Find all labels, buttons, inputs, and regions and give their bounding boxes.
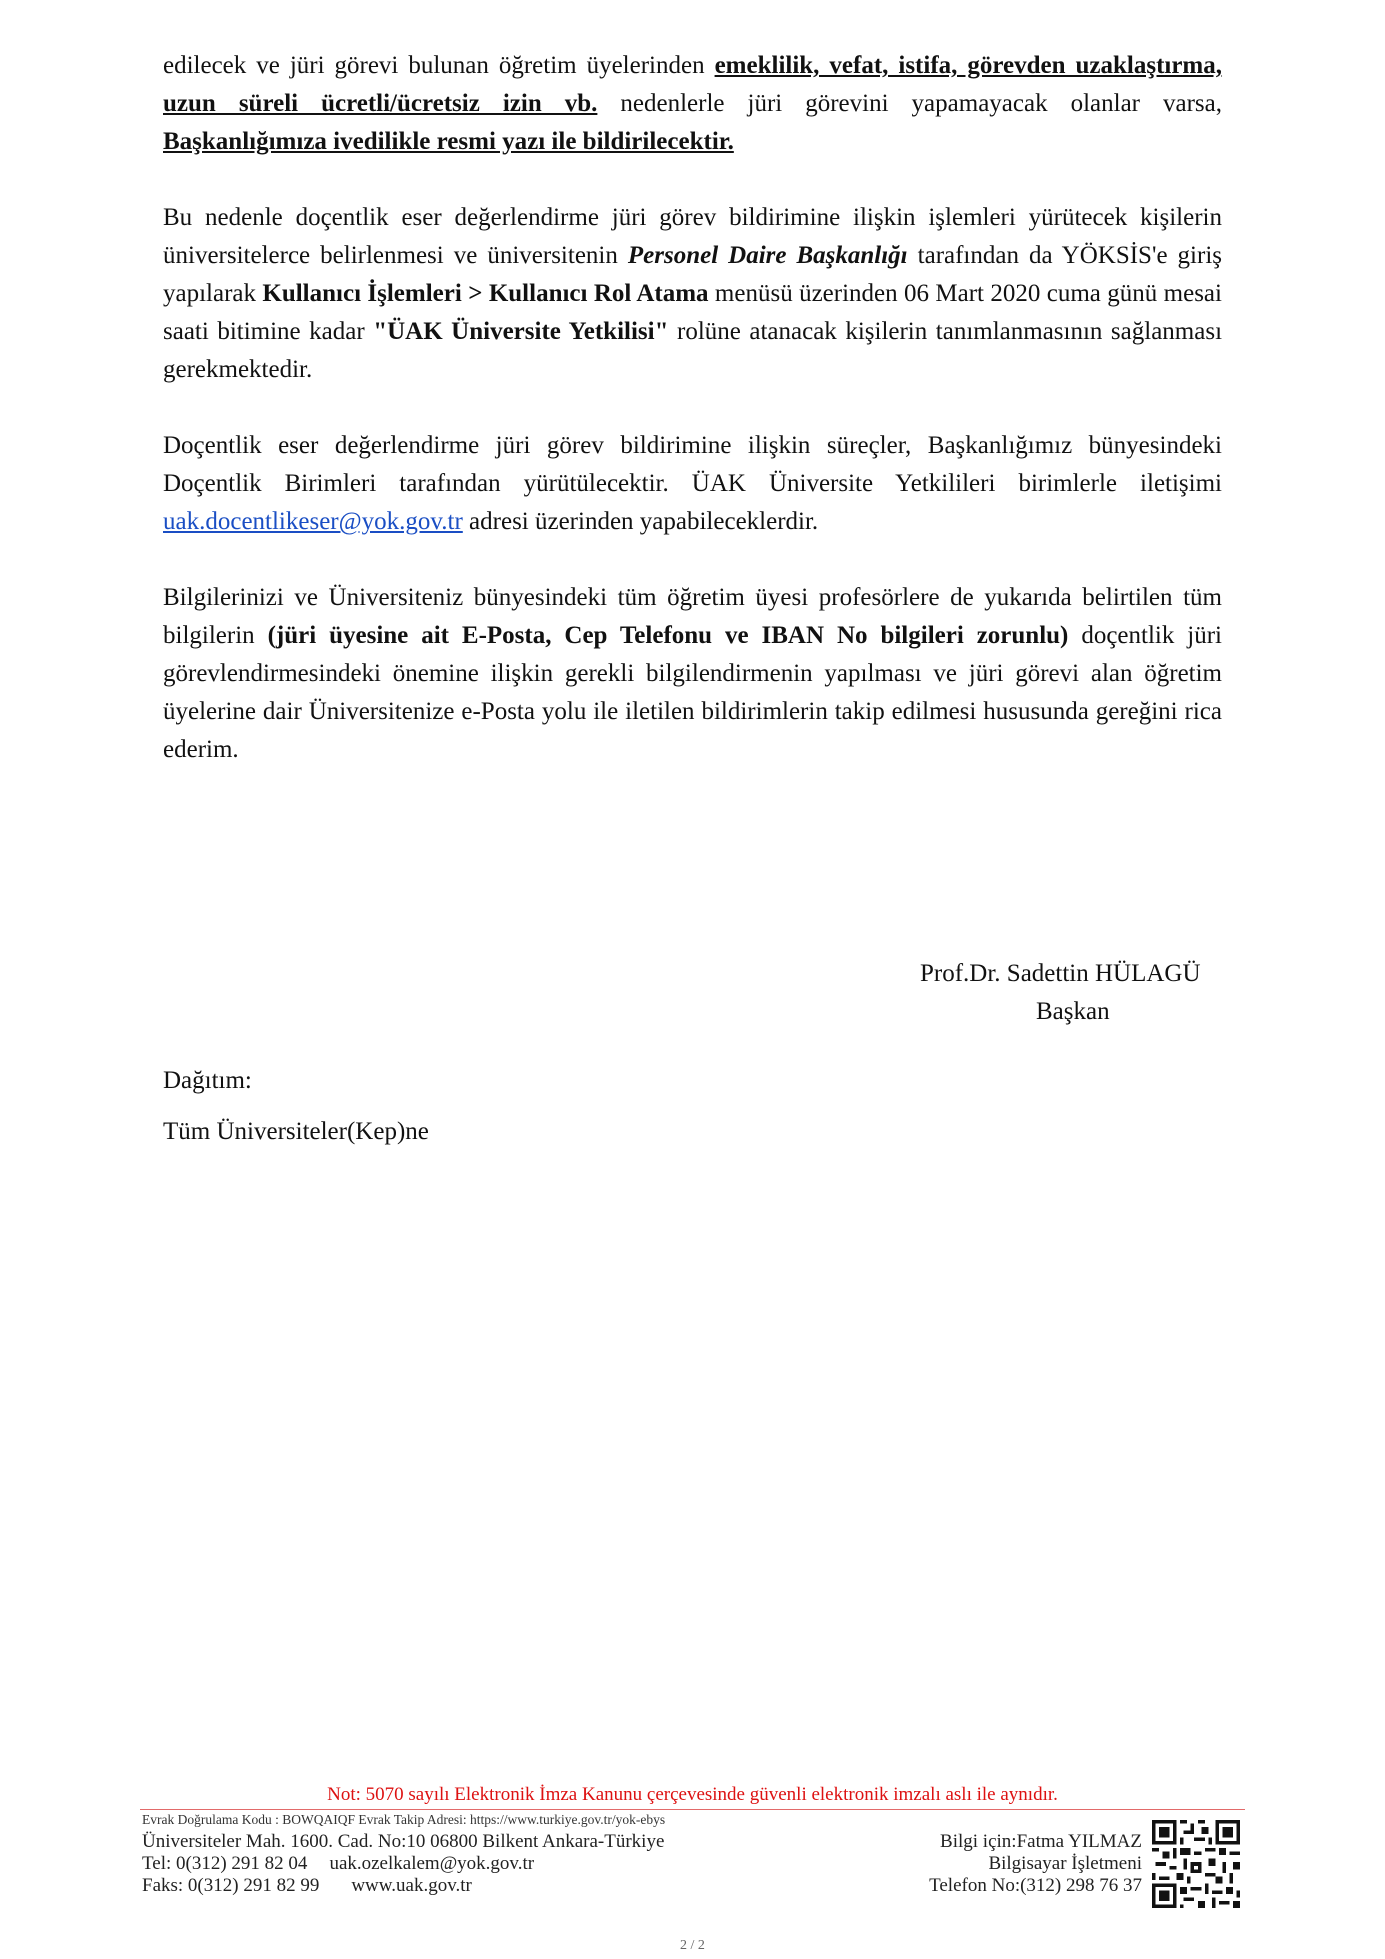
page-number: 2 / 2 — [680, 1938, 705, 1953]
p1-text-2: nedenlerle jüri görevini yapamayacak olanlar varsa, — [597, 90, 1222, 117]
p2-text-3: menüsü üzerinden 06 Mart 2020 cuma günü mesai saati bitimine kadar — [163, 280, 1222, 345]
p4-required-info: (jüri üyesine ait E-Posta, Cep Telefonu ve IBAN No bilgileri zorunlu) — [267, 622, 1069, 649]
letter-body — [163, 47, 1222, 807]
p2-personnel-dept: Personel Daire Başkanlığı — [627, 242, 908, 269]
p3-text: Doçentlik eser değerlendirme jüri görev bildirimine ilişkin süreçler, Başkanlığımız bünyesindeki Doçentlik Birimleri tarafından yürütülecektir. ÜAK Üniversite Yetkilileri birimlerle iletişimi — [163, 432, 1222, 497]
footer-web[interactable]: www.uak.gov.tr — [351, 1875, 472, 1896]
footer-address: Üniversiteler Mah. 1600. Cad. No:10 06800 Bilkent Ankara-Türkiye — [142, 1831, 665, 1852]
e-signature-note: Not: 5070 sayılı Elektronik İmza Kanunu çerçevesinde güvenli elektronik imzalı aslı ile aynıdır. — [327, 1784, 1058, 1805]
p2-menu-path: Kullanıcı İşlemleri > Kullanıcı Rol Atama — [262, 280, 709, 307]
footer-tel-row — [142, 1853, 534, 1875]
footer-phone: Telefon No:(312) 298 76 37 — [929, 1875, 1142, 1896]
paragraph-2 — [163, 199, 1222, 389]
p2-text: Bu nedenle doçentlik eser değerlendirme jüri görev bildirimine ilişkin işlemleri yürütecek kişilerin üniversitelerce belirlenmesi ve üniversitenin — [163, 204, 1222, 269]
footer-role: Bilgisayar İşletmeni — [988, 1853, 1142, 1874]
qr-code-icon — [1152, 1820, 1240, 1908]
footer-fax: Faks: 0(312) 291 82 99 — [142, 1875, 320, 1896]
p1-text: edilecek ve jüri görevi bulunan öğretim üyelerinden — [163, 52, 715, 79]
footer-info: Bilgi için:Fatma YILMAZ — [940, 1831, 1142, 1852]
p4-text-2: doçentlik jüri görevlendirmesindeki önemine ilişkin gerekli bilgilendirmenin yapılması ve jüri görevi alan öğretim üyelerine dair Üniversitenize e-Posta yolu ile iletilen bildirimlerin takip edilmesi hususunda gereğini rica ederim. — [163, 622, 1222, 763]
footer-divider — [140, 1809, 1245, 1810]
verification-code: Evrak Doğrulama Kodu : BOWQAIQF Evrak Takip Adresi: https://www.turkiye.gov.tr/yok-ebys — [142, 1812, 666, 1827]
signature-name: Prof.Dr. Sadettin HÜLAGÜ — [920, 960, 1201, 987]
p4-text: Bilgilerinizi ve Üniversiteniz bünyesindeki tüm öğretim üyesi profesörlere de yukarıda belirtilen tüm bilgilerin — [163, 584, 1222, 649]
email-link[interactable]: uak.docentlikeser@yok.gov.tr — [163, 508, 463, 535]
p1-emphasis-2: Başkanlığımıza ivedilikle resmi yazı ile bildirilecektir. — [163, 128, 734, 155]
signature-title: Başkan — [1036, 998, 1110, 1025]
footer-tel: Tel: 0(312) 291 82 04 — [142, 1853, 308, 1874]
footer-email[interactable]: uak.ozelkalem@yok.gov.tr — [329, 1853, 535, 1874]
p2-text-2: tarafından da YÖKSİS'e giriş yapılarak — [163, 242, 1223, 307]
distribution-recipients: Tüm Üniversiteler(Kep)ne — [163, 1118, 429, 1145]
p1-emphasis: emeklilik, vefat, istifa, görevden uzaklaştırma, uzun süreli ücretli/ücretsiz izin vb. — [163, 52, 1223, 117]
distribution-label: Dağıtım: — [163, 1067, 252, 1094]
footer-fax-row — [142, 1875, 472, 1897]
paragraph-4 — [163, 579, 1222, 769]
p3-text-2: adresi üzerinden yapabileceklerdir. — [462, 508, 819, 535]
paragraph-3 — [163, 427, 1222, 541]
p2-text-4: rolüne atanacak kişilerin tanımlanmasının sağlanması gerekmektedir. — [163, 318, 1223, 383]
p2-role-name: "ÜAK Üniversite Yetkilisi" — [373, 318, 669, 345]
paragraph-1 — [163, 47, 1222, 161]
